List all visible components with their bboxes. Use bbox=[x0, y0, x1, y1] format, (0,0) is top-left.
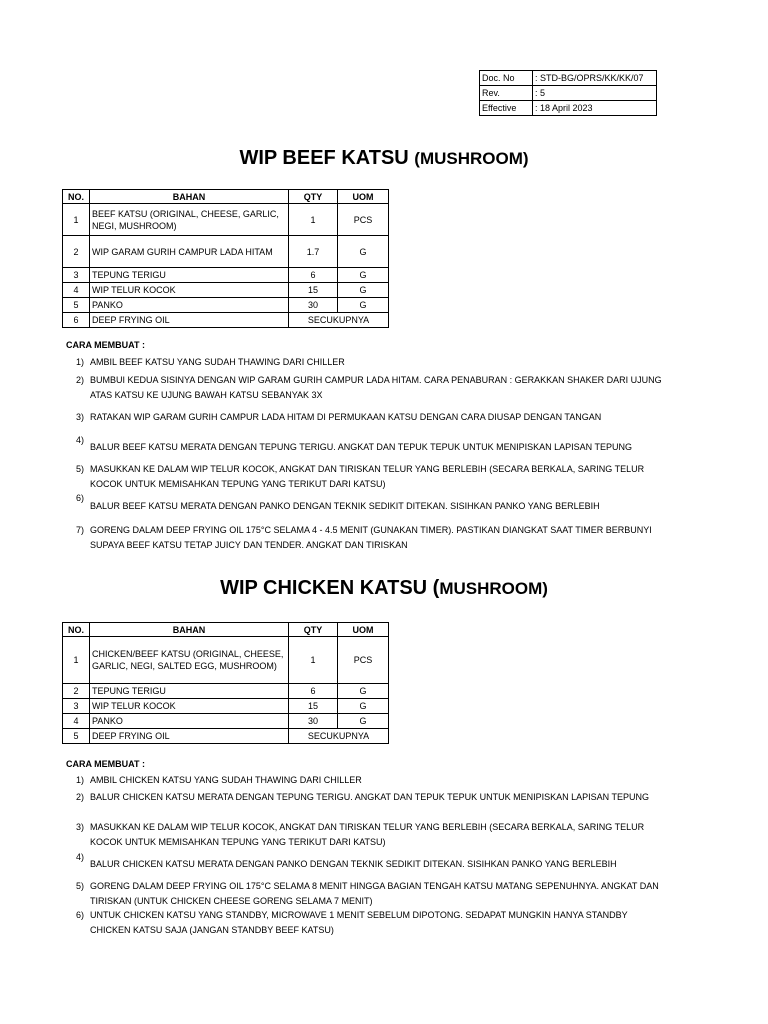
row-no: 6 bbox=[63, 313, 90, 328]
row-uom: G bbox=[338, 236, 389, 268]
table-row bbox=[63, 684, 389, 699]
table-row bbox=[63, 313, 389, 328]
beef-ingredients-table bbox=[62, 189, 389, 328]
step-number: 5) bbox=[75, 881, 84, 891]
row-no: 2 bbox=[63, 236, 90, 268]
step-text: GORENG DALAM DEEP FRYING OIL 175°C SELAMA 4 - 4.5 MENIT (GUNAKAN TIMER). PASTIKAN DIANGKAT SAAT TIMER BERBUNYI SUPAYA BEEF KATSU TETAP JUICY DAN TENDER. ANGKAT DAN TIRISKAN bbox=[90, 525, 652, 550]
table-row bbox=[63, 729, 389, 744]
row-no: 2 bbox=[63, 684, 90, 699]
row-qty: 15 bbox=[289, 699, 338, 714]
row-bahan: BEEF KATSU (ORIGINAL, CHEESE, GARLIC, NEGI, MUSHROOM) bbox=[90, 204, 289, 236]
step-text: UNTUK CHICKEN KATSU YANG STANDBY, MICROWAVE 1 MENIT SEBELUM DIPOTONG. SEDAPAT MUNGKIN HANYA STANDBY CHICKEN KATSU SAJA (JANGAN STANDBY BEEF KATSU) bbox=[90, 910, 628, 935]
row-uom: G bbox=[338, 298, 389, 313]
table-row bbox=[63, 298, 389, 313]
row-qty-uom: SECUKUPNYA bbox=[289, 313, 389, 328]
table-header-row bbox=[63, 623, 389, 637]
row-bahan: WIP GARAM GURIH CAMPUR LADA HITAM bbox=[90, 236, 289, 268]
step-text: BALUR CHICKEN KATSU MERATA DENGAN TEPUNG TERIGU. ANGKAT DAN TEPUK TEPUK UNTUK MENIPISKAN LAPISAN TEPUNG bbox=[90, 792, 649, 802]
col-header-bahan: BAHAN bbox=[90, 190, 289, 204]
step-number: 1) bbox=[75, 357, 84, 367]
chicken-title-sub: MUSHROOM) bbox=[439, 579, 548, 598]
row-uom: PCS bbox=[338, 637, 389, 684]
doc-info-row bbox=[480, 71, 657, 86]
row-uom: PCS bbox=[338, 204, 389, 236]
table-header-row bbox=[63, 190, 389, 204]
row-no: 1 bbox=[63, 204, 90, 236]
beef-recipe-title bbox=[0, 147, 768, 170]
step-number: 6) bbox=[75, 493, 84, 503]
step-number: 7) bbox=[75, 525, 84, 535]
col-header-no: NO. bbox=[63, 623, 90, 637]
beef-method-label: CARA MEMBUAT : bbox=[66, 340, 145, 350]
row-no: 5 bbox=[63, 729, 90, 744]
row-uom: G bbox=[338, 699, 389, 714]
col-header-no: NO. bbox=[63, 190, 90, 204]
step-number: 3) bbox=[75, 822, 84, 832]
row-uom: G bbox=[338, 714, 389, 729]
row-uom: G bbox=[338, 268, 389, 283]
row-bahan: DEEP FRYING OIL bbox=[90, 729, 289, 744]
row-qty: 30 bbox=[289, 714, 338, 729]
step-number: 1) bbox=[75, 775, 84, 785]
step-number: 3) bbox=[75, 412, 84, 422]
row-no: 5 bbox=[63, 298, 90, 313]
step-text: MASUKKAN KE DALAM WIP TELUR KOCOK, ANGKAT DAN TIRISKAN TELUR YANG BERLEBIH (SECARA BERKALA, SARING TELUR KOCOK UNTUK MEMISAHKAN TEPUNG YANG TERIKUT DARI KATSU) bbox=[90, 464, 645, 489]
doc-info-row bbox=[480, 86, 657, 101]
row-qty: 1 bbox=[289, 637, 338, 684]
step-number: 2) bbox=[75, 792, 84, 802]
doc-info-label: Rev. bbox=[480, 86, 533, 101]
step-text: AMBIL BEEF KATSU YANG SUDAH THAWING DARI CHILLER bbox=[90, 357, 345, 367]
row-qty: 15 bbox=[289, 283, 338, 298]
step-number: 4) bbox=[75, 435, 84, 445]
table-row bbox=[63, 283, 389, 298]
row-qty: 6 bbox=[289, 268, 338, 283]
row-no: 4 bbox=[63, 714, 90, 729]
row-bahan: CHICKEN/BEEF KATSU (ORIGINAL, CHEESE, GARLIC, NEGI, SALTED EGG, MUSHROOM) bbox=[90, 637, 289, 684]
doc-info-label: Effective bbox=[480, 101, 533, 116]
doc-info-row bbox=[480, 101, 657, 116]
row-bahan: PANKO bbox=[90, 714, 289, 729]
step-number: 6) bbox=[75, 910, 84, 920]
doc-info-label: Doc. No bbox=[480, 71, 533, 86]
step-text: RATAKAN WIP GARAM GURIH CAMPUR LADA HITAM DI PERMUKAAN KATSU DENGAN CARA DIUSAP DENGAN TANGAN bbox=[90, 412, 602, 422]
step-text: AMBIL CHICKEN KATSU YANG SUDAH THAWING DARI CHILLER bbox=[90, 775, 362, 785]
step-text: MASUKKAN KE DALAM WIP TELUR KOCOK, ANGKAT DAN TIRISKAN TELUR YANG BERLEBIH (SECARA BERKALA, SARING TELUR KOCOK UNTUK MEMISAHKAN TEPUNG YANG TERIKUT DARI KATSU) bbox=[90, 822, 645, 847]
row-no: 1 bbox=[63, 637, 90, 684]
row-bahan: TEPUNG TERIGU bbox=[90, 268, 289, 283]
row-bahan: WIP TELUR KOCOK bbox=[90, 699, 289, 714]
doc-info-value: : 5 bbox=[533, 86, 657, 101]
row-uom: G bbox=[338, 283, 389, 298]
step-number: 4) bbox=[75, 852, 84, 862]
table-row bbox=[63, 699, 389, 714]
col-header-bahan: BAHAN bbox=[90, 623, 289, 637]
chicken-method-label: CARA MEMBUAT : bbox=[66, 759, 145, 769]
step-text: BALUR CHICKEN KATSU MERATA DENGAN PANKO DENGAN TEKNIK SEDIKIT DITEKAN. SISIHKAN PANKO YANG BERLEBIH bbox=[90, 859, 617, 869]
table-row bbox=[63, 268, 389, 283]
table-row bbox=[63, 204, 389, 236]
row-qty: 1.7 bbox=[289, 236, 338, 268]
col-header-uom: UOM bbox=[338, 190, 389, 204]
step-text: GORENG DALAM DEEP FRYING OIL 175°C SELAMA 8 MENIT HINGGA BAGIAN TENGAH KATSU MATANG SEPENUHNYA. ANGKAT DAN TIRISKAN (UNTUK CHICKEN CHEESE GORENG SELAMA 7 MENIT) bbox=[90, 881, 659, 906]
row-qty: 1 bbox=[289, 204, 338, 236]
beef-title-sub: (MUSHROOM) bbox=[414, 149, 529, 168]
row-no: 4 bbox=[63, 283, 90, 298]
row-qty: 6 bbox=[289, 684, 338, 699]
col-header-qty: QTY bbox=[289, 623, 338, 637]
table-row bbox=[63, 714, 389, 729]
doc-info-value: : 18 April 2023 bbox=[533, 101, 657, 116]
col-header-uom: UOM bbox=[338, 623, 389, 637]
document-info-table bbox=[479, 70, 657, 116]
chicken-title-main: WIP CHICKEN KATSU ( bbox=[220, 577, 440, 599]
col-header-qty: QTY bbox=[289, 190, 338, 204]
step-text: BUMBUI KEDUA SISINYA DENGAN WIP GARAM GURIH CAMPUR LADA HITAM. CARA PENABURAN : GERAKKAN SHAKER DARI UJUNG ATAS KATSU KE UJUNG BAWAH KATSU SEBANYAK 3X bbox=[90, 375, 662, 400]
table-row bbox=[63, 637, 389, 684]
step-text: BALUR BEEF KATSU MERATA DENGAN PANKO DENGAN TEKNIK SEDIKIT DITEKAN. SISIHKAN PANKO YANG BERLEBIH bbox=[90, 501, 600, 511]
step-text: BALUR BEEF KATSU MERATA DENGAN TEPUNG TERIGU. ANGKAT DAN TEPUK TEPUK UNTUK MENIPISKAN LAPISAN TEPUNG bbox=[90, 442, 632, 452]
row-qty: 30 bbox=[289, 298, 338, 313]
row-uom: G bbox=[338, 684, 389, 699]
chicken-ingredients-table bbox=[62, 622, 389, 744]
row-bahan: WIP TELUR KOCOK bbox=[90, 283, 289, 298]
row-bahan: DEEP FRYING OIL bbox=[90, 313, 289, 328]
beef-title-main: WIP BEEF KATSU bbox=[239, 147, 415, 169]
row-no: 3 bbox=[63, 268, 90, 283]
row-qty-uom: SECUKUPNYA bbox=[289, 729, 389, 744]
row-no: 3 bbox=[63, 699, 90, 714]
chicken-recipe-title bbox=[0, 577, 768, 600]
doc-info-value: : STD-BG/OPRS/KK/KK/07 bbox=[533, 71, 657, 86]
step-number: 2) bbox=[75, 375, 84, 385]
step-number: 5) bbox=[75, 464, 84, 474]
row-bahan: TEPUNG TERIGU bbox=[90, 684, 289, 699]
row-bahan: PANKO bbox=[90, 298, 289, 313]
table-row bbox=[63, 236, 389, 268]
